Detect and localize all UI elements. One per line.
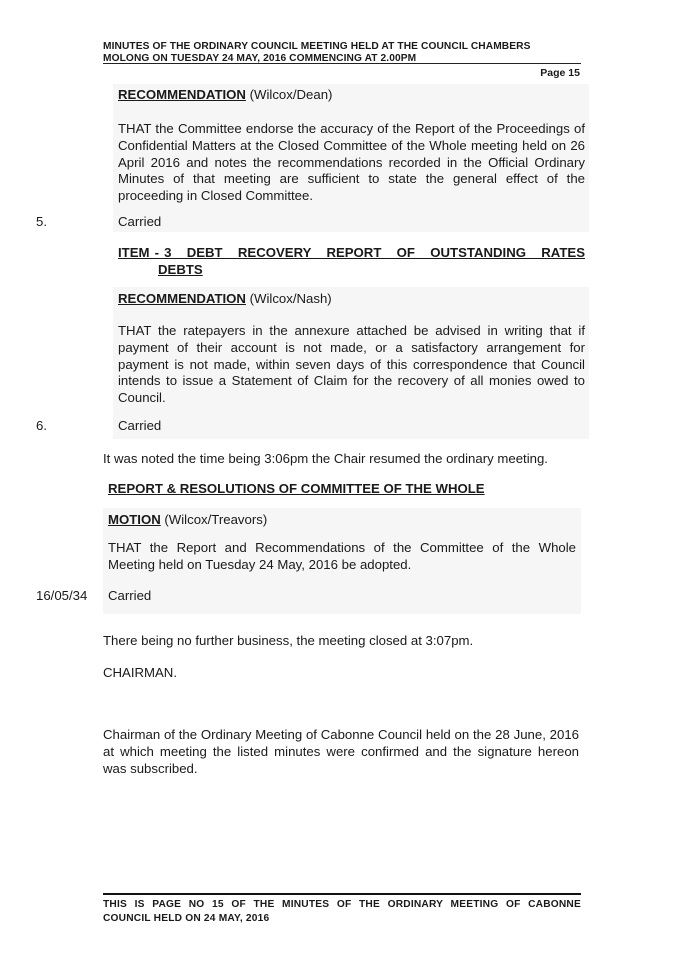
motion-label: MOTION <box>108 512 161 527</box>
item3-number: 6. <box>36 418 47 433</box>
committee-whole-text: THAT the Report and Recommendations of the Committee of the Whole Meeting held on Tuesday 24 May, 2016 be adopted. <box>108 540 576 572</box>
chairman-label: CHAIRMAN. <box>103 665 177 680</box>
section1-result: Carried <box>118 214 162 229</box>
committee-whole-result: Carried <box>108 588 152 603</box>
resumed-note: It was noted the time being 3:06pm the Chair resumed the ordinary meeting. <box>103 451 548 466</box>
header-line-2: MOLONG ON TUESDAY 24 MAY, 2016 COMMENCING AT 2.00PM <box>103 53 417 64</box>
item3-recommendation <box>118 291 588 308</box>
item3-title-line-2: DEBTS <box>158 261 203 277</box>
committee-whole-heading: REPORT & RESOLUTIONS OF COMMITTEE OF THE WHOLE <box>108 481 485 496</box>
footer-line-2: COUNCIL HELD ON 24 MAY, 2016 <box>103 913 270 924</box>
item3-text: THAT the ratepayers in the annexure attached be advised in writing that if payment of their account is not made, or a satisfactory arrangement for payment is not made, within seven days of this correspondence that Council intends to issue a Statement of Claim for the recovery of all monies owed to Council. <box>118 323 585 406</box>
item3-title-line-1: ITEM - 3 DEBT RECOVERY REPORT OF OUTSTANDING RATES <box>118 245 585 260</box>
motion-movers: (Wilcox/Treavors) <box>160 512 268 527</box>
footer-line-1: THIS IS PAGE NO 15 OF THE MINUTES OF THE ORDINARY MEETING OF CABONNE <box>103 899 581 910</box>
header-divider <box>103 63 581 64</box>
recommendation-movers: (Wilcox/Nash) <box>245 291 332 306</box>
section1-number: 5. <box>36 214 47 229</box>
confirmation-text: Chairman of the Ordinary Meeting of Cabonne Council held on the 28 June, 2016 at which meeting the listed minutes were confirmed and the signature hereon was subscribed. <box>103 727 579 776</box>
committee-whole-number: 16/05/34 <box>36 588 88 603</box>
page-footer <box>103 898 581 926</box>
item3-result: Carried <box>118 418 162 433</box>
page-number: Page 15 <box>540 67 580 79</box>
page-header <box>103 41 581 65</box>
item3-title <box>118 245 585 278</box>
committee-whole-motion <box>108 512 578 529</box>
meeting-closed-text: There being no further business, the meeting closed at 3:07pm. <box>103 633 474 648</box>
footer-divider <box>103 893 581 895</box>
recommendation-movers: (Wilcox/Dean) <box>245 87 333 102</box>
recommendation-label: RECOMMENDATION <box>118 291 246 306</box>
section1-recommendation <box>118 87 588 104</box>
section1-text: THAT the Committee endorse the accuracy of the Report of the Proceedings of Confidential Matters at the Closed Committee of the Whole meeting held on 26 April 2016 and notes the recommendations recorded in the Official Ordinary Minutes of that meeting are sufficient to state the general effect of the proceeding in Closed Committee. <box>118 121 585 204</box>
header-line-1: MINUTES OF THE ORDINARY COUNCIL MEETING HELD AT THE COUNCIL CHAMBERS <box>103 41 531 52</box>
recommendation-label: RECOMMENDATION <box>118 87 246 102</box>
